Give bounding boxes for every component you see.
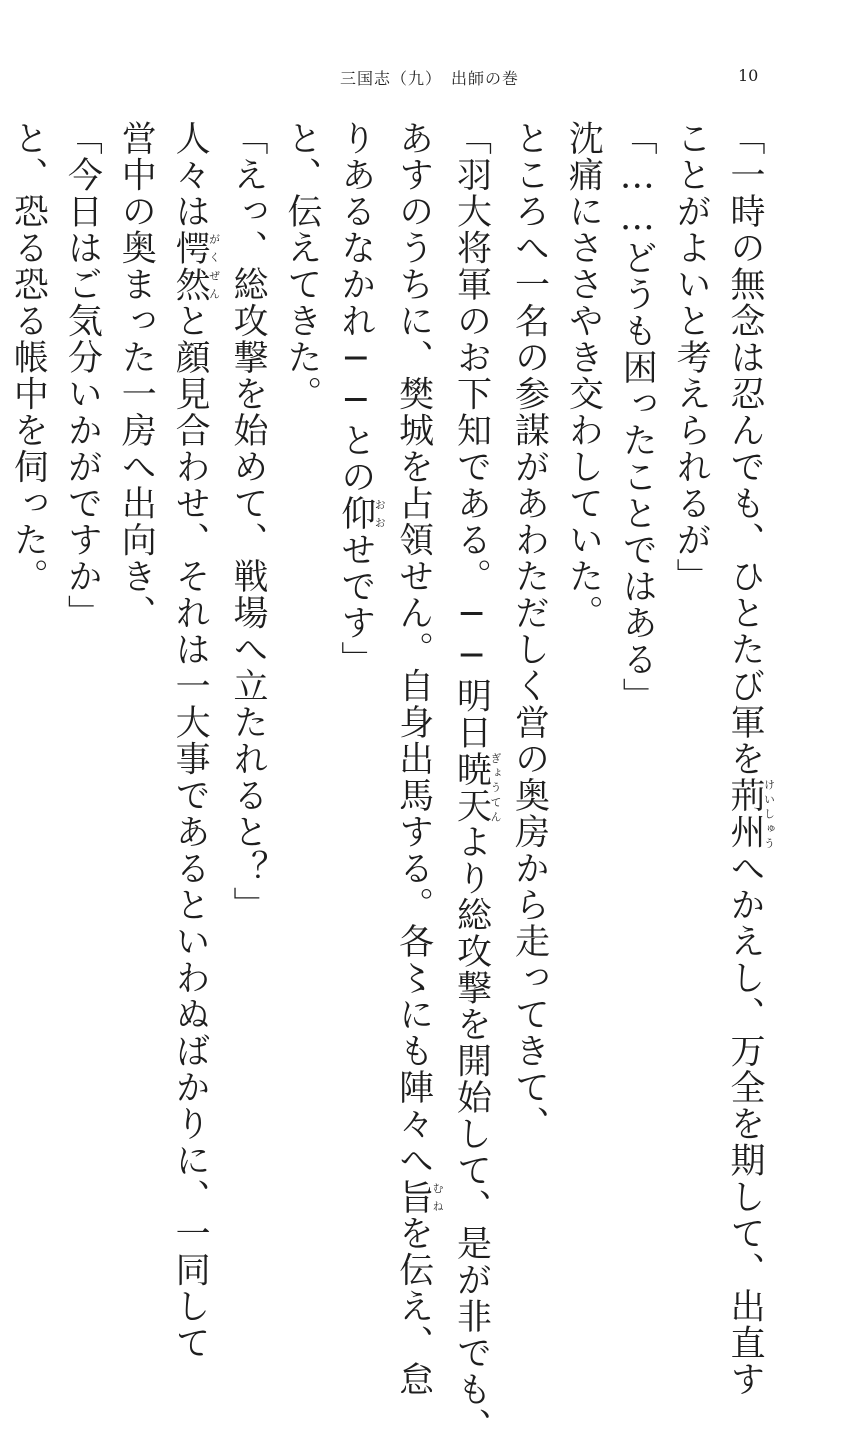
text-line: 「一時の無念は忍んでも、ひとたび軍を荊州けいしゅうへかえし、万全を期して、出直す xyxy=(725,120,776,1398)
text-line: 沈痛にささやき交わしていた。 xyxy=(563,120,604,631)
text-line: ことがよいと考えられるが」 xyxy=(671,120,712,595)
text-line: 「……どうも困ったことではある」 xyxy=(617,120,658,714)
ruby-annotation xyxy=(393,1178,445,1216)
ruby-reading: むね xyxy=(431,1178,445,1215)
body-text xyxy=(8,120,776,1444)
running-title: 三国志（九） 出師の巻 xyxy=(340,69,520,88)
ruby-base: 仰 xyxy=(335,495,376,532)
ruby-reading xyxy=(0,303,1,340)
page-number: 10 xyxy=(738,66,759,85)
ruby-annotation xyxy=(170,229,221,303)
ruby-annotation xyxy=(451,750,503,824)
text-line: 「羽大将軍のお下知である。──明日暁天ぎょうてんより総攻撃を開始して、是が非でも、 xyxy=(451,120,503,1444)
ruby-reading: けいしゅう xyxy=(762,777,776,850)
ruby-annotation xyxy=(725,777,776,850)
text-line: ところへ一名の参謀があわただしく営の奥房から走ってきて、 xyxy=(509,120,550,1142)
text-line: 人々は愕然がくぜんと顔見合わせ、それは一大事であるといわぬばかりに、一同して xyxy=(170,120,221,1361)
text-line: 「えっ、総攻撃を始めて、戦場へ立たれると？」 xyxy=(227,120,268,923)
text-line: りあるなかれ──との仰おおせです」 xyxy=(335,120,387,678)
ruby-reading: おお xyxy=(373,495,387,532)
page-header xyxy=(0,66,841,96)
text-line: と、恐る恐る帳中を伺った。 xyxy=(8,120,49,595)
ruby-base: 旨 xyxy=(393,1178,434,1215)
text-line: あすのうちに、樊城を占領せん。自身出馬する。各〻にも陣々へ旨むねを伝え、怠 xyxy=(393,120,445,1398)
text-line: 「今日はご気分いかがですか」 xyxy=(62,120,103,631)
text-line: 営中の奥まった一房へ出向き、 xyxy=(116,120,157,631)
text-line: と、伝えてきた。 xyxy=(281,120,322,412)
ruby-base: 暁天 xyxy=(451,750,492,824)
ruby-base: 荊州 xyxy=(725,777,765,850)
ruby-reading: がくぜん xyxy=(207,229,221,303)
ruby-base: 愕然 xyxy=(170,229,211,303)
ruby-reading: ぎょうてん xyxy=(489,750,503,824)
ruby-annotation xyxy=(335,495,387,532)
